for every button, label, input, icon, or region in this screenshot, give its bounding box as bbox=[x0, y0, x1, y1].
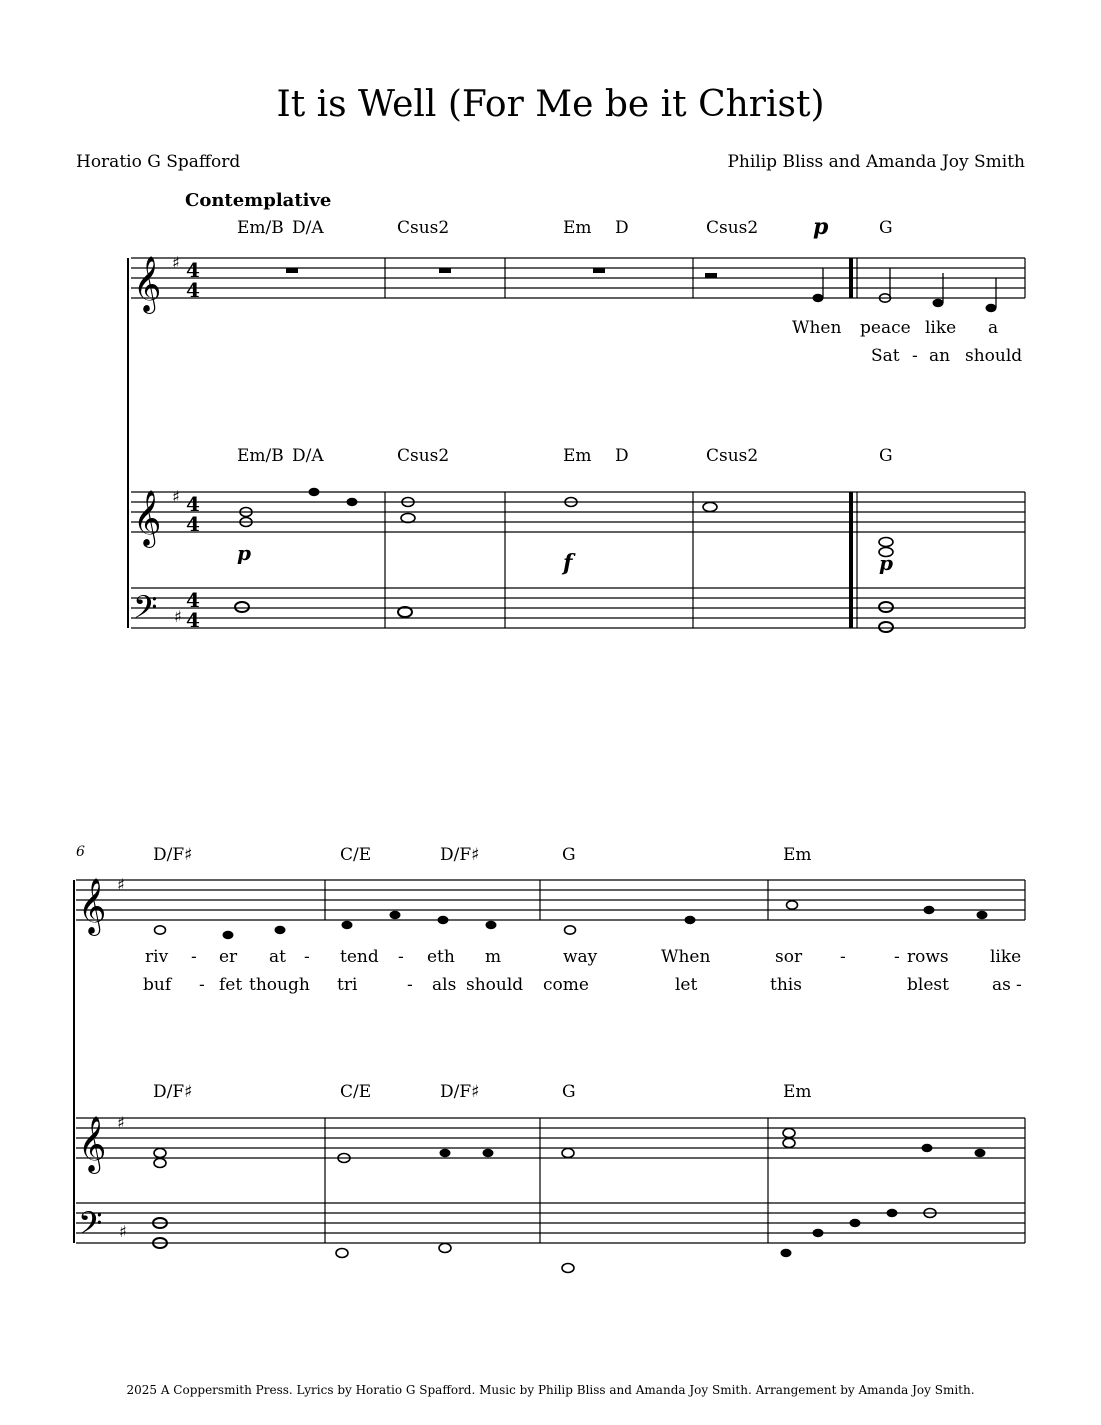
sharp-icon: ♯ bbox=[117, 875, 125, 894]
chord-symbol: D/F♯ bbox=[440, 1082, 480, 1102]
lyric-hyphen: - bbox=[199, 975, 205, 995]
treble-clef-icon: 𝄞 bbox=[133, 490, 162, 546]
lyric-syllable: this bbox=[770, 975, 802, 995]
chord-symbol: Csus2 bbox=[397, 218, 450, 238]
chord-symbol: D bbox=[615, 446, 629, 466]
sharp-icon: ♯ bbox=[172, 253, 180, 272]
svg-text:4: 4 bbox=[186, 588, 200, 612]
lyric-hyphen: - bbox=[398, 947, 404, 967]
sharp-icon: ♯ bbox=[119, 1222, 127, 1241]
svg-text:p: p bbox=[237, 541, 251, 565]
lyric-syllable: riv bbox=[145, 947, 169, 967]
lyric-syllable: tend bbox=[340, 947, 379, 967]
piano-treble-staff bbox=[131, 492, 1025, 532]
vocal-staff bbox=[131, 258, 1025, 298]
chord-symbol: Em/B bbox=[237, 218, 284, 238]
chord-symbol: Em bbox=[563, 446, 592, 466]
lyric-syllable: like bbox=[990, 947, 1022, 967]
chord-symbol: D bbox=[615, 218, 629, 238]
song-title: It is Well (For Me be it Christ) bbox=[276, 84, 825, 125]
lyric-syllable: let bbox=[675, 975, 698, 995]
treble-clef-icon: 𝄞 bbox=[78, 878, 107, 934]
lyric-syllable: eth bbox=[427, 947, 455, 967]
svg-text:4: 4 bbox=[186, 608, 200, 632]
lyric-syllable: m bbox=[485, 947, 502, 967]
chord-symbol: Csus2 bbox=[397, 446, 450, 466]
dynamic-p: p bbox=[813, 214, 829, 240]
lyric-hyphen: - bbox=[407, 975, 413, 995]
chord-symbol: D/F♯ bbox=[153, 1082, 193, 1102]
time-signature bbox=[186, 258, 200, 632]
lyric-syllable: way bbox=[563, 947, 598, 967]
lyric-syllable: sor bbox=[775, 947, 803, 967]
lyric-syllable: When bbox=[792, 318, 842, 338]
lyric-syllable: like bbox=[925, 318, 957, 338]
lyric-syllable: Sat bbox=[871, 346, 900, 366]
chord-symbol: G bbox=[879, 218, 893, 238]
lyric-syllable: should bbox=[965, 346, 1023, 366]
treble-clef-icon: 𝄞 bbox=[133, 256, 162, 312]
chord-symbol: C/E bbox=[340, 1082, 372, 1102]
svg-text:4: 4 bbox=[186, 512, 200, 536]
lyric-syllable: though bbox=[249, 975, 310, 995]
tempo-marking: Contemplative bbox=[185, 190, 332, 211]
copyright-footer: 2025 A Coppersmith Press. Lyrics by Horatio G Spafford. Music by Philip Bliss and Amanda Joy Smith. Arrangement by Amanda Joy Smith. bbox=[126, 1383, 975, 1397]
lyric-hyphen: - bbox=[1016, 975, 1022, 995]
lyric-hyphen: - bbox=[894, 947, 900, 967]
chord-symbol: G bbox=[562, 1082, 576, 1102]
chord-symbol: Em/B bbox=[237, 446, 284, 466]
treble-clef-icon: 𝄞 bbox=[78, 1116, 107, 1172]
chord-symbol: Em bbox=[783, 1082, 812, 1102]
measure-number: 6 bbox=[76, 844, 85, 860]
chord-symbol: Em bbox=[783, 845, 812, 865]
chord-symbol: G bbox=[879, 446, 893, 466]
chord-symbol: Csus2 bbox=[706, 446, 759, 466]
lyric-hyphen: - bbox=[191, 947, 197, 967]
lyric-hyphen: - bbox=[840, 947, 846, 967]
lyric-syllable: rows bbox=[907, 947, 949, 967]
lyric-hyphen: - bbox=[304, 947, 310, 967]
chord-symbol: D/F♯ bbox=[440, 845, 480, 865]
lyric-syllable: blest bbox=[907, 975, 949, 995]
vocal-staff bbox=[76, 880, 1025, 920]
lyric-syllable: er bbox=[219, 947, 238, 967]
lyricist: Horatio G Spafford bbox=[76, 152, 241, 172]
lyric-syllable: buf bbox=[143, 975, 172, 995]
lyric-syllable: an bbox=[929, 346, 951, 366]
lyric-hyphen: - bbox=[912, 346, 918, 366]
piano-bass-staff bbox=[131, 588, 1025, 628]
lyric-syllable: tri bbox=[337, 975, 358, 995]
sharp-icon: ♯ bbox=[174, 607, 182, 626]
svg-text:f: f bbox=[563, 550, 573, 576]
chord-symbol: D/F♯ bbox=[153, 845, 193, 865]
chord-symbol: D/A bbox=[292, 218, 324, 238]
sharp-icon: ♯ bbox=[117, 1113, 125, 1132]
piano-bass-staff bbox=[76, 1203, 1025, 1243]
svg-text:p: p bbox=[879, 551, 893, 575]
lyric-syllable: should bbox=[466, 975, 524, 995]
lyric-syllable: come bbox=[543, 975, 589, 995]
lyric-syllable: als bbox=[432, 975, 457, 995]
lyric-syllable: a bbox=[988, 318, 999, 338]
svg-text:4: 4 bbox=[186, 258, 200, 282]
bass-clef-icon: 𝄢 bbox=[133, 589, 158, 633]
composer: Philip Bliss and Amanda Joy Smith bbox=[727, 152, 1025, 172]
lyric-syllable: as bbox=[992, 975, 1011, 995]
piano-treble-staff bbox=[76, 1118, 1025, 1158]
svg-text:4: 4 bbox=[186, 278, 200, 302]
bass-clef-icon: 𝄢 bbox=[78, 1205, 103, 1249]
lyric-syllable: at bbox=[269, 947, 286, 967]
chord-symbol: Em bbox=[563, 218, 592, 238]
sharp-icon: ♯ bbox=[172, 487, 180, 506]
lyric-syllable: When bbox=[661, 947, 711, 967]
chord-symbol: C/E bbox=[340, 845, 372, 865]
chord-symbol: D/A bbox=[292, 446, 324, 466]
chord-symbol: G bbox=[562, 845, 576, 865]
svg-text:4: 4 bbox=[186, 492, 200, 516]
chord-symbol: Csus2 bbox=[706, 218, 759, 238]
lyric-syllable: fet bbox=[219, 975, 243, 995]
lyric-syllable: peace bbox=[860, 318, 911, 338]
